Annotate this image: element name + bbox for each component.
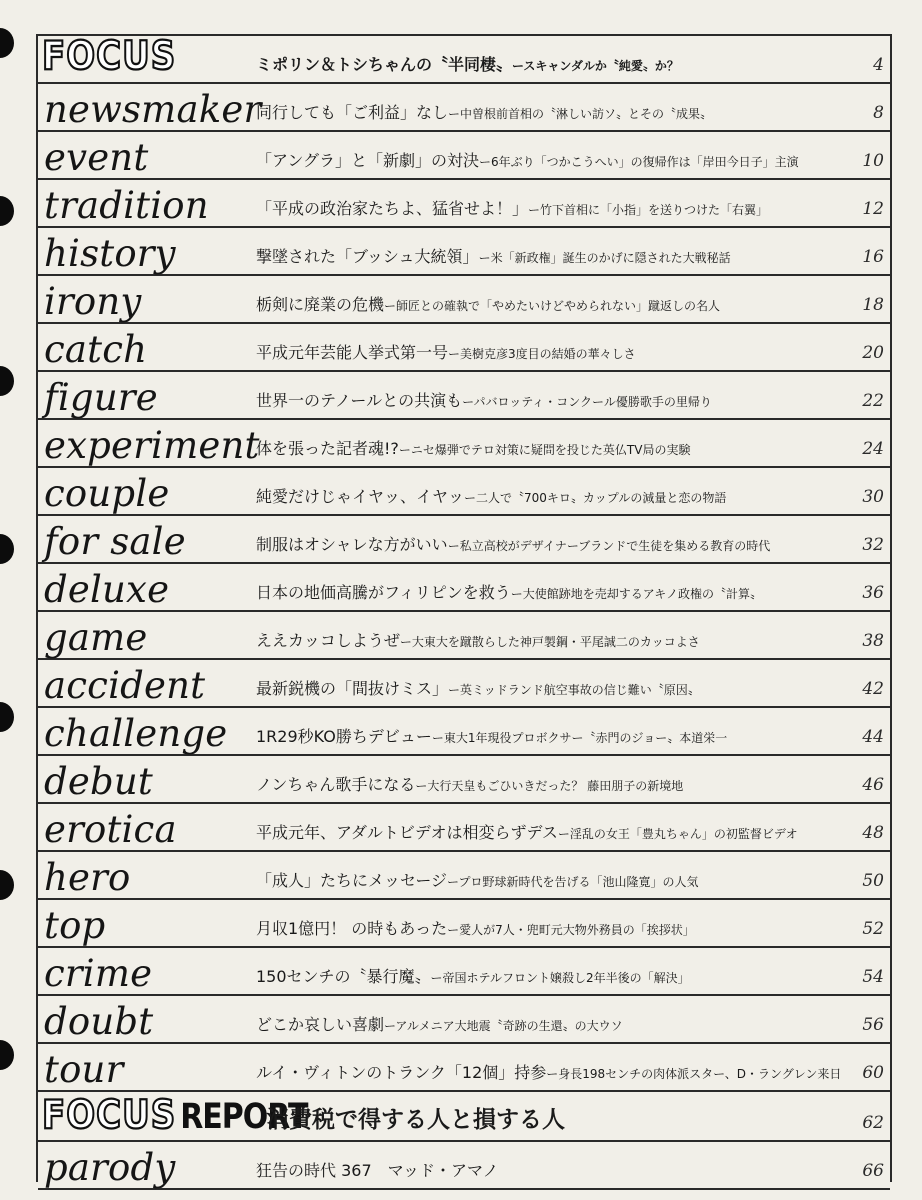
- category-label: erotica: [44, 808, 177, 851]
- category-label: accident: [44, 664, 206, 707]
- page-number: 42: [862, 679, 884, 699]
- binder-hole: [0, 702, 14, 732]
- category-label: top: [44, 904, 106, 947]
- toc-row-irony[interactable]: [38, 276, 890, 324]
- page-number: 20: [862, 343, 884, 363]
- table-of-contents: [36, 33, 892, 1189]
- article-title: 平成元年芸能人挙式第一号ー美樹克彦3度目の結婚の華々しさ: [256, 343, 636, 362]
- category-label: debut: [44, 760, 153, 803]
- page-number: 36: [862, 583, 884, 603]
- toc-row-crime[interactable]: [38, 948, 890, 996]
- page-number: 24: [862, 439, 884, 459]
- toc-row-debut[interactable]: [38, 756, 890, 804]
- article-title: 150センチの〝暴行魔〟ー帝国ホテルフロント嬢殺し2年半後の「解決」: [256, 967, 690, 986]
- binder-hole: [0, 196, 14, 226]
- article-title: ミポリン＆トシちゃんの〝半同棲〟ースキャンダルか〝純愛〟か？: [256, 55, 679, 74]
- binder-holes: [0, 0, 24, 1200]
- category-label: irony: [44, 280, 142, 323]
- article-title: どこか哀しい喜劇ーアルメニア大地震〝奇跡の生還〟の大ウソ: [256, 1015, 623, 1034]
- category-label: catch: [44, 328, 148, 371]
- page-number: 16: [862, 247, 884, 267]
- page-number: 48: [862, 823, 884, 843]
- page-number: 56: [862, 1015, 884, 1035]
- category-label: game: [44, 616, 148, 659]
- page-number: 46: [862, 775, 884, 795]
- category-label: doubt: [44, 1000, 154, 1043]
- page-number: 66: [862, 1161, 884, 1181]
- article-title: 消費税で得する人と損する人: [266, 1107, 565, 1133]
- page-number: 32: [862, 535, 884, 555]
- article-title: 純愛だけじゃイヤッ、イヤッー二人で〝700キロ〟カップルの減量と恋の物語: [256, 487, 727, 506]
- toc-row-erotica[interactable]: [38, 804, 890, 852]
- page-number: 18: [862, 295, 884, 315]
- toc-row-accident[interactable]: [38, 660, 890, 708]
- page-number: 30: [862, 487, 884, 507]
- toc-row-challenge[interactable]: [38, 708, 890, 756]
- toc-row-doubt[interactable]: [38, 996, 890, 1044]
- category-label: figure: [44, 376, 158, 419]
- article-title: ルイ・ヴィトンのトランク「12個」持参ー身長198センチの肉体派スター、D・ラングレン来日: [256, 1063, 842, 1082]
- category-label: couple: [44, 472, 170, 515]
- category-label: experiment: [44, 424, 260, 467]
- focus-logo: FOCUS: [42, 33, 177, 80]
- page-number: 60: [862, 1063, 884, 1083]
- toc-row-focus[interactable]: [38, 34, 890, 84]
- report-label: REPORT: [180, 1097, 308, 1138]
- toc-row-tour[interactable]: [38, 1044, 890, 1092]
- article-title: 同行しても「ご利益」なしー中曽根前首相の〝淋しい訪ソ〟とその〝成果〟: [256, 103, 713, 122]
- article-title: 日本の地価高騰がフィリピンを救うー大使館跡地を売却するアキノ政権の〝計算〟: [256, 583, 763, 602]
- toc-row-figure[interactable]: [38, 372, 890, 420]
- page-number: 12: [862, 199, 884, 219]
- article-title: 月収1億円！ の時もあったー愛人が7人・兜町元大物外務員の「挨拶状」: [256, 919, 695, 938]
- category-label: tour: [44, 1048, 124, 1091]
- page-number: 10: [862, 151, 884, 171]
- article-title: 狂告の時代 367 マッド・アマノ: [256, 1161, 499, 1180]
- toc-row-history[interactable]: [38, 228, 890, 276]
- category-label: deluxe: [44, 568, 170, 611]
- category-label: hero: [44, 856, 131, 899]
- page-number: 62: [862, 1113, 884, 1133]
- category-label: history: [44, 232, 176, 275]
- article-title: ノンちゃん歌手になるー大行天皇もごひいきだった？ 藤田朋子の新境地: [256, 775, 684, 794]
- page-number: 38: [862, 631, 884, 651]
- toc-row-catch[interactable]: [38, 324, 890, 372]
- article-title: 世界一のテノールとの共演もーパバロッティ・コンクール優勝歌手の里帰り: [256, 391, 712, 410]
- toc-row-focus-report[interactable]: [38, 1092, 890, 1142]
- toc-row-hero[interactable]: [38, 852, 890, 900]
- category-label: crime: [44, 952, 153, 995]
- article-title: 制服はオシャレな方がいいー私立高校がデザイナーブランドで生徒を集める教育の時代: [256, 535, 771, 554]
- category-label: parody: [44, 1146, 176, 1189]
- article-title: 「アングラ」と「新劇」の対決ー6年ぶり「つかこうへい」の復帰作は「岸田今日子」主演: [256, 151, 799, 170]
- article-title: 栃剣に廃業の危機ー師匠との確執で「やめたいけどやめられない」蹴返しの名人: [256, 295, 721, 314]
- toc-row-deluxe[interactable]: [38, 564, 890, 612]
- category-label: for sale: [44, 520, 186, 563]
- article-title: 1R29秒KO勝ちデビューー東大1年現役プロボクサー〝赤門のジョー〟本道栄一: [256, 727, 728, 746]
- page-number: 8: [873, 103, 884, 123]
- article-title: ええカッコしようぜー大東大を蹴散らした神戸製鋼・平尾誠二のカッコよさ: [256, 631, 700, 650]
- page-number: 22: [862, 391, 884, 411]
- article-title: 撃墜された「ブッシュ大統領」ー米「新政権」誕生のかげに隠された大戦秘話: [256, 247, 731, 266]
- toc-row-top[interactable]: [38, 900, 890, 948]
- page-number: 50: [862, 871, 884, 891]
- binder-hole: [0, 366, 14, 396]
- toc-row-couple[interactable]: [38, 468, 890, 516]
- binder-hole: [0, 534, 14, 564]
- page-number: 52: [862, 919, 884, 939]
- page-number: 44: [862, 727, 884, 747]
- binder-hole: [0, 1040, 14, 1070]
- article-title: 平成元年、アダルトビデオは相変らずデスー淫乱の女王「豊丸ちゃん」の初監督ビデオ: [256, 823, 798, 842]
- toc-row-parody[interactable]: [38, 1142, 890, 1190]
- toc-row-game[interactable]: [38, 612, 890, 660]
- category-label: newsmaker: [44, 88, 262, 131]
- focus-logo: FOCUS: [42, 1092, 177, 1139]
- binder-hole: [0, 870, 14, 900]
- binder-hole: [0, 28, 14, 58]
- toc-row-event[interactable]: [38, 132, 890, 180]
- page-number: 54: [862, 967, 884, 987]
- toc-row-experiment[interactable]: [38, 420, 890, 468]
- category-label: challenge: [44, 712, 228, 755]
- article-title: 体を張った記者魂!?ーニセ爆弾でテロ対策に疑問を投じた英仏TV局の実験: [256, 439, 691, 458]
- page-number: 4: [873, 55, 884, 75]
- article-title: 最新鋭機の「間抜けミス」ー英ミッドランド航空事故の信じ難い〝原因〟: [256, 679, 700, 698]
- category-label: event: [44, 136, 149, 179]
- article-title: 「成人」たちにメッセージープロ野球新時代を告げる「池山隆寛」の人気: [256, 871, 699, 890]
- category-label: tradition: [44, 184, 209, 227]
- toc-row-tradition[interactable]: [38, 180, 890, 228]
- toc-row-newsmaker[interactable]: [38, 84, 890, 132]
- toc-row-for-sale[interactable]: [38, 516, 890, 564]
- article-title: 「平成の政治家たちよ、猛省せよ！」ー竹下首相に「小指」を送りつけた「右翼」: [256, 199, 769, 218]
